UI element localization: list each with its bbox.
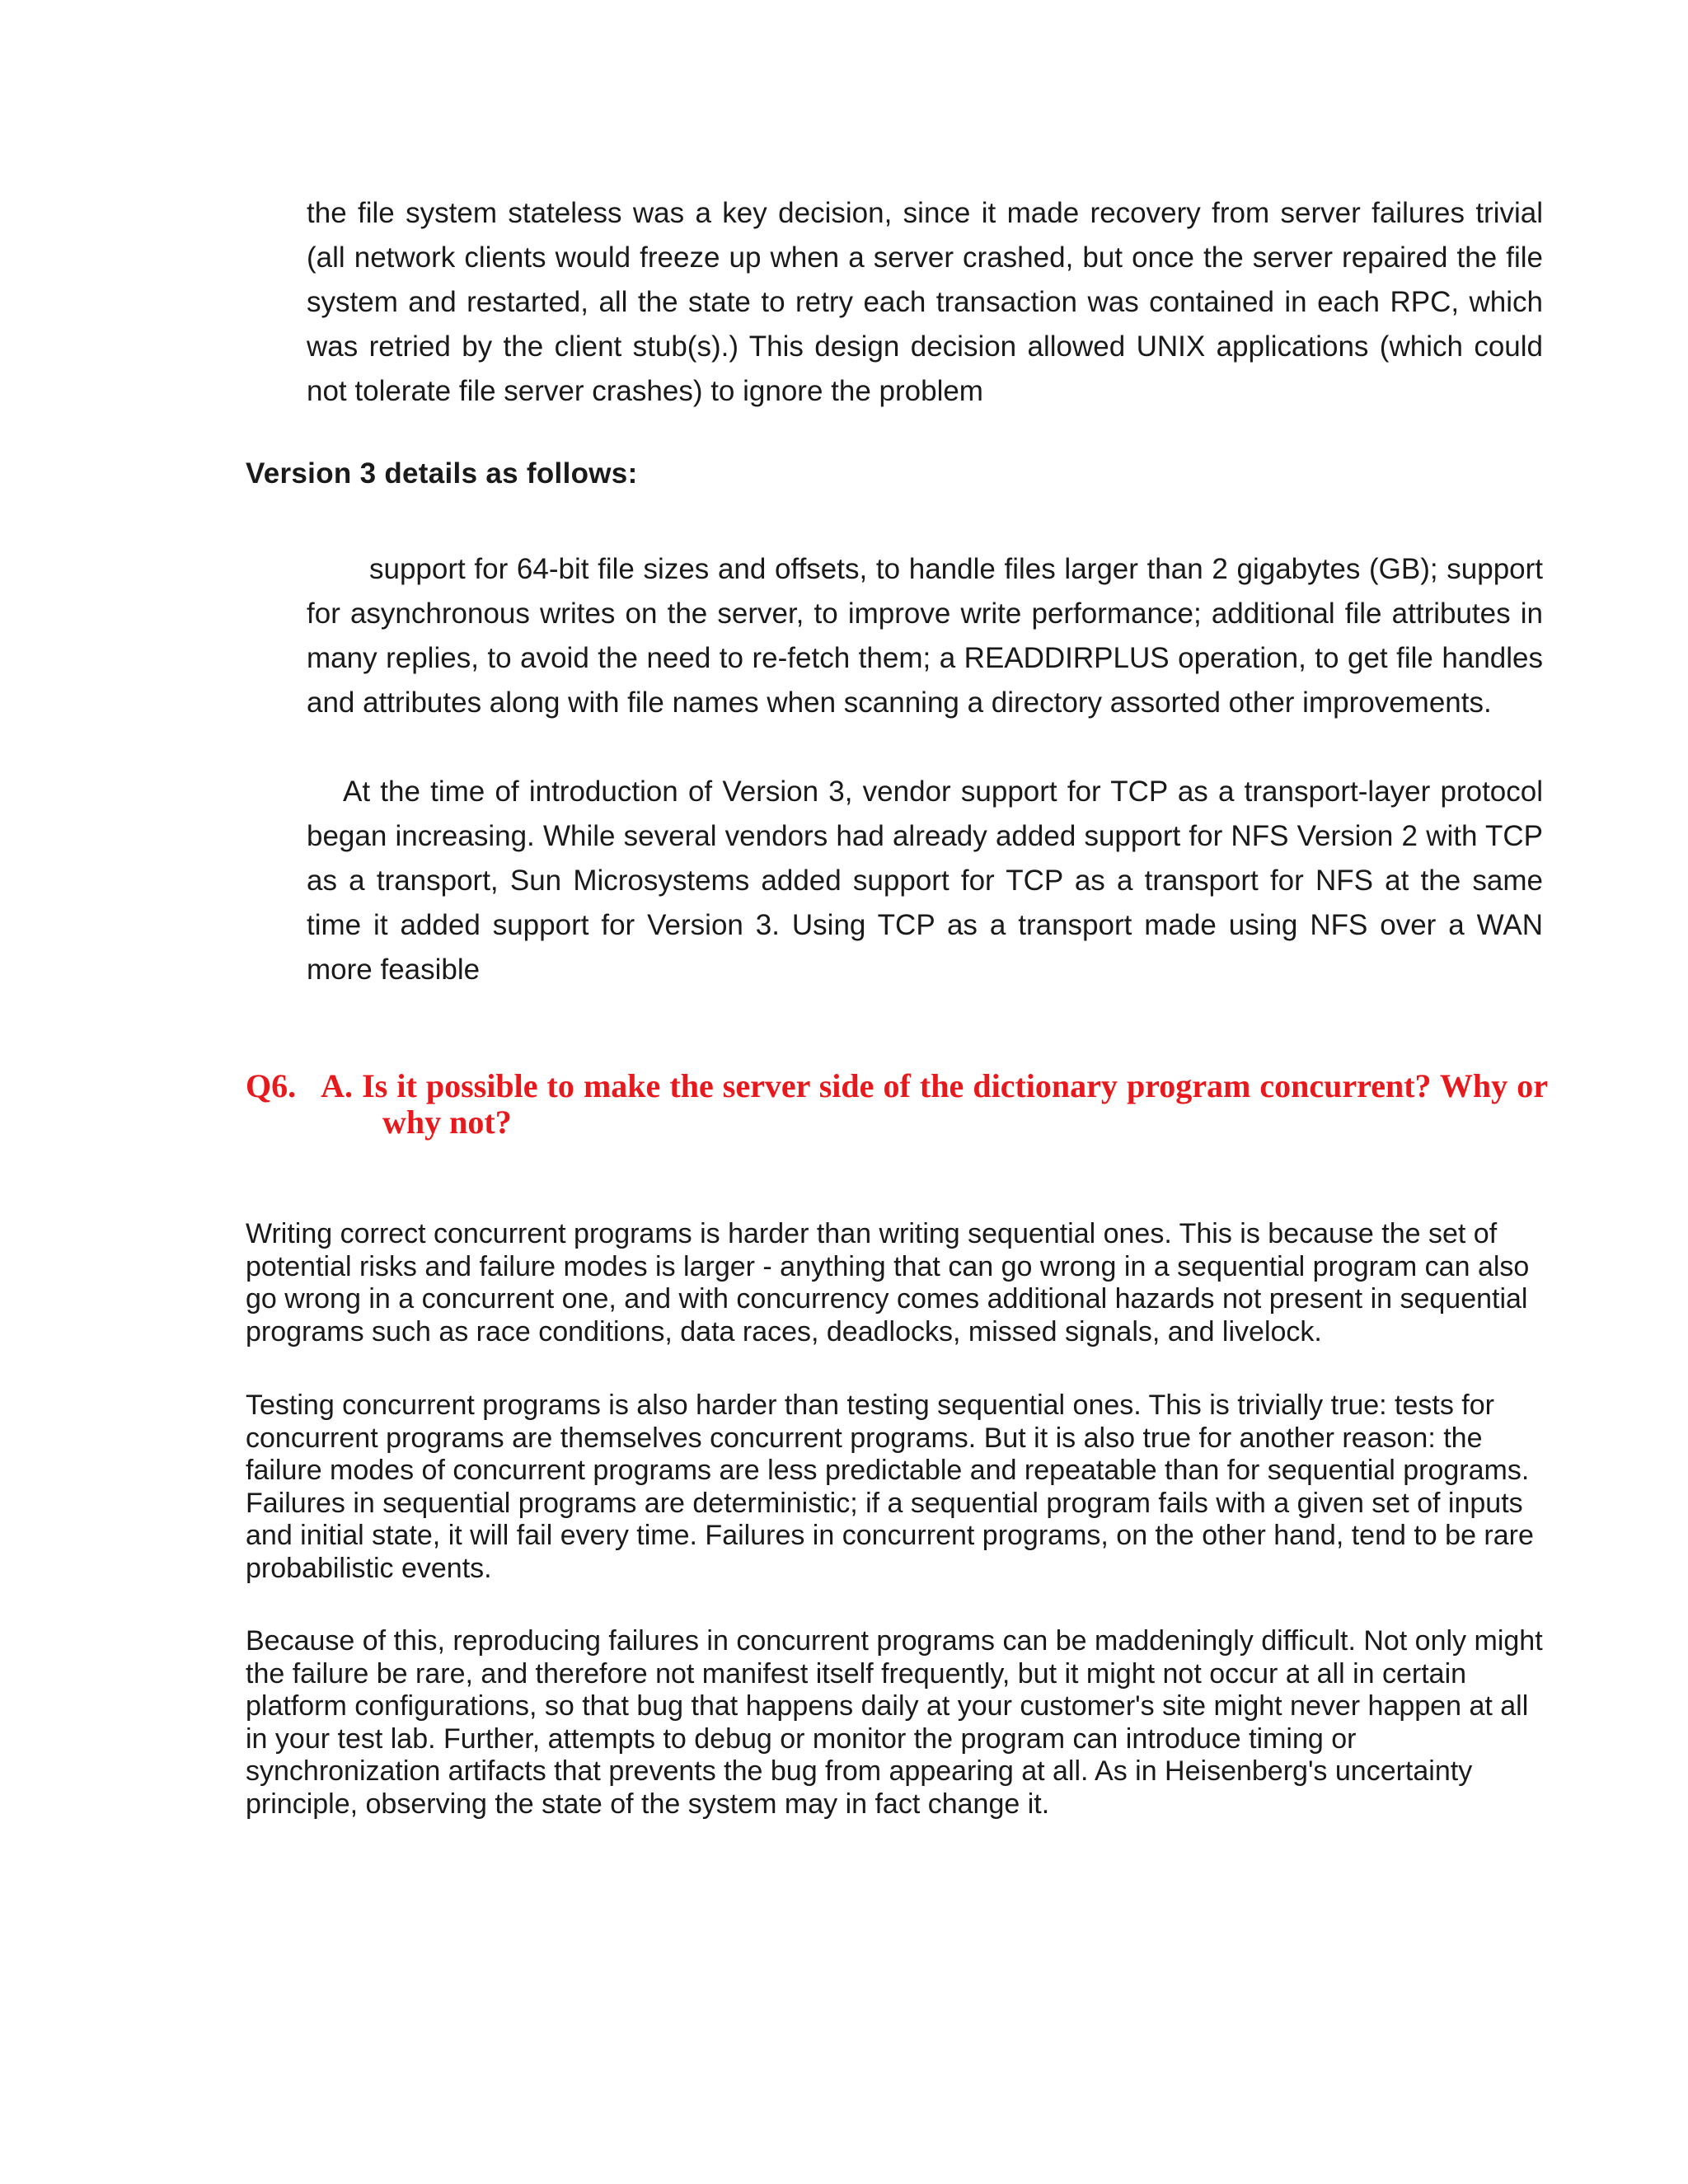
answer-paragraph-3: Because of this, reproducing failures in concurrent programs can be maddeningly difficult. Not only might the failure be rare, and therefore not manifest itself frequently, but it might not occur at all in certain platform configurations, so that bug that happens daily at your customer's site might never happen at all in your test lab. Further, attempts to debug or monitor the program can introduce timing or synchronization artifacts that prevents the bug from appearing at all. As in Heisenberg's uncertainty principle, observing the state of the system may in fact change it. bbox=[246, 1625, 1543, 1820]
question-heading bbox=[246, 1068, 1548, 1141]
question-text-line2: why not? bbox=[382, 1104, 512, 1141]
question-number: Q6. bbox=[246, 1067, 297, 1104]
tcp-transport-paragraph: At the time of introduction of Version 3, vendor support for TCP as a transport-layer protocol began increasing. While several vendors had already added support for NFS Version 2 with TCP as a transport, Sun Microsystems added support for TCP as a transport for NFS at the same time it added support for Version 3. Using TCP as a transport made using NFS over a WAN more feasible bbox=[307, 776, 1543, 986]
version3-details-paragraph: support for 64-bit file sizes and offsets, to handle files larger than 2 gigabytes (GB); support for asynchronous writes on the server, to improve write performance; additional file attributes in many replies, to avoid the need to re-fetch them; a READDIRPLUS operation, to get file handles and attributes along with file names when scanning a directory assorted other improvements. bbox=[307, 553, 1543, 719]
question-text-line1: A. Is it possible to make the server side of the dictionary program concurrent? Why or bbox=[321, 1067, 1548, 1104]
stateless-paragraph: the file system stateless was a key decision, since it made recovery from server failures trivial (all network clients would freeze up when a server crashed, but once the server repaired the file system and restarted, all the state to retry each transaction was contained in each RPC, which was retried by the client stub(s).) This design decision allowed UNIX applications (which could not tolerate file server crashes) to ignore the problem bbox=[307, 197, 1543, 407]
version3-heading: Version 3 details as follows: bbox=[246, 457, 638, 490]
answer-paragraph-2: Testing concurrent programs is also harder than testing sequential ones. This is trivially true: tests for concurrent programs are themselves concurrent programs. But it is also true for another reason: the failure modes of concurrent programs are less predictable and repeatable than for sequential programs. Failures in sequential programs are deterministic; if a sequential program fails with a given set of inputs and initial state, it will fail every time. Failures in concurrent programs, on the other hand, tend to be rare probabilistic events. bbox=[246, 1390, 1534, 1584]
answer-paragraph-1: Writing correct concurrent programs is harder than writing sequential ones. This is because the set of potential risks and failure modes is larger - anything that can go wrong in a sequential program can also go wrong in a concurrent one, and with concurrency comes additional hazards not present in sequential programs such as race conditions, data races, deadlocks, missed signals, and livelock. bbox=[246, 1218, 1530, 1347]
